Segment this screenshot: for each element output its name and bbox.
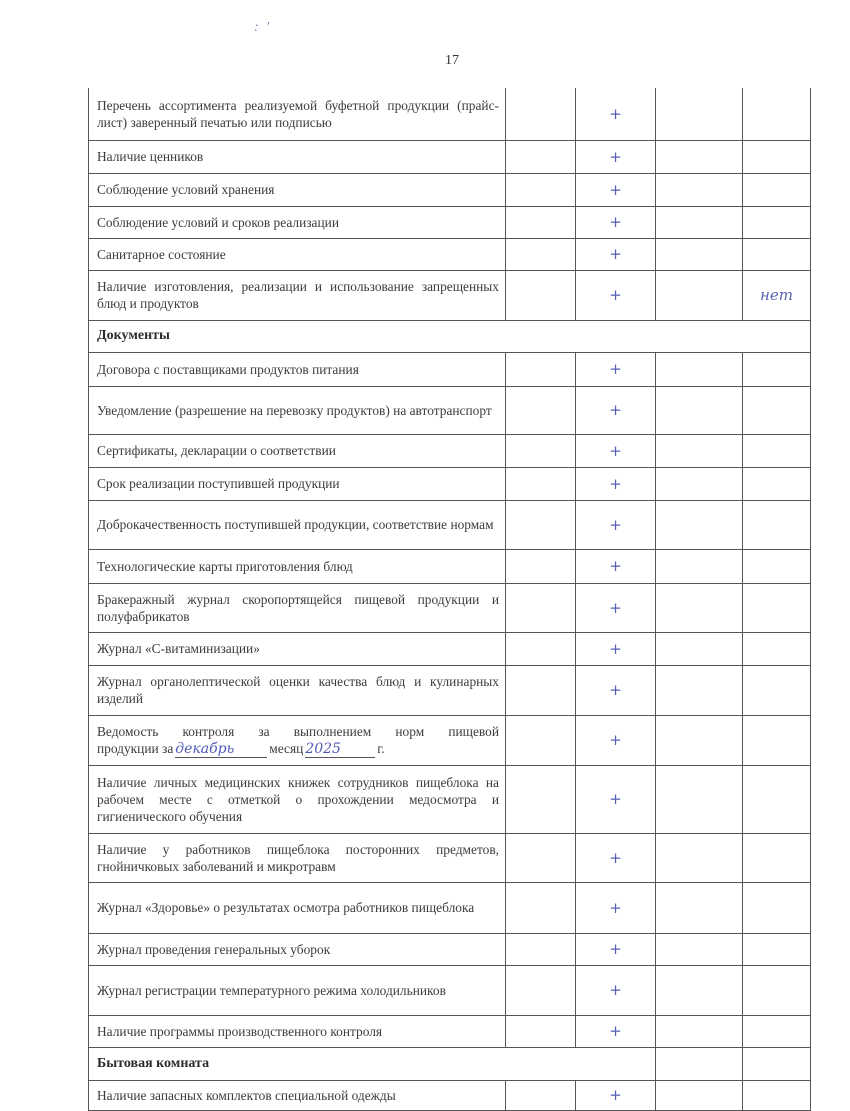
empty-cell <box>506 549 576 583</box>
empty-cell <box>656 386 743 434</box>
check-mark: + <box>576 833 656 882</box>
empty-cell <box>506 500 576 549</box>
note-cell <box>743 765 811 833</box>
empty-cell <box>656 833 743 882</box>
note-cell <box>743 965 811 1015</box>
note-cell <box>743 140 811 173</box>
criterion-text: Наличие личных медицинских книжек сотрудников пищеблока на рабочем месте с отметкой о прохождении медосмотра и гигиенического обучения <box>89 765 506 833</box>
empty-cell <box>506 1015 576 1047</box>
check-mark: + <box>576 583 656 632</box>
empty-cell <box>656 500 743 549</box>
criterion-text: Уведомление (разрешение на перевозку продуктов) на автотранспорт <box>89 386 506 434</box>
note-cell <box>743 715 811 765</box>
empty-cell <box>656 467 743 500</box>
note-cell <box>743 1080 811 1110</box>
check-mark: + <box>576 238 656 270</box>
section-heading: Документы <box>89 320 811 352</box>
scan-mark: : ' <box>254 20 272 35</box>
criterion-text: Бракеражный журнал скоропортящейся пищевой продукции и полуфабрикатов <box>89 583 506 632</box>
criterion-text: Перечень ассортимента реализуемой буфетной продукции (прайс-лист) заверенный печатью или подписью <box>89 88 506 140</box>
criterion-fragment: продукции за <box>97 740 174 756</box>
check-mark: + <box>576 1080 656 1110</box>
note-cell <box>743 933 811 965</box>
empty-cell <box>506 206 576 238</box>
section-heading: Бытовая комната <box>89 1047 656 1080</box>
check-mark: + <box>576 352 656 386</box>
check-mark: + <box>576 765 656 833</box>
note-cell: нет <box>743 270 811 320</box>
note-cell <box>743 833 811 882</box>
note-cell <box>743 173 811 206</box>
note-cell <box>743 386 811 434</box>
criterion-text: Соблюдение условий и сроков реализации <box>89 206 506 238</box>
empty-cell <box>506 665 576 715</box>
empty-cell <box>656 882 743 933</box>
note-cell <box>743 583 811 632</box>
checklist-row <box>89 833 811 882</box>
empty-cell <box>506 632 576 665</box>
note-cell <box>743 500 811 549</box>
criterion-text: Договора с поставщиками продуктов питания <box>89 352 506 386</box>
handwritten-month: декабрь <box>175 742 267 758</box>
empty-cell <box>506 765 576 833</box>
section-row <box>89 320 811 352</box>
empty-cell <box>506 88 576 140</box>
checklist-table <box>88 88 811 1111</box>
empty-cell <box>656 665 743 715</box>
empty-cell <box>656 238 743 270</box>
criterion-fragment: месяц <box>269 740 304 756</box>
criterion-text: Наличие ценников <box>89 140 506 173</box>
checklist-row <box>89 715 811 765</box>
empty-cell <box>506 352 576 386</box>
empty-cell <box>506 173 576 206</box>
checklist-row <box>89 500 811 549</box>
criterion-text: Журнал «С-витаминизации» <box>89 632 506 665</box>
checklist-row <box>89 238 811 270</box>
checklist-row <box>89 140 811 173</box>
page-number: 17 <box>445 53 459 68</box>
checklist-row <box>89 583 811 632</box>
check-mark: + <box>576 434 656 467</box>
criterion-text: Технологические карты приготовления блюд <box>89 549 506 583</box>
empty-cell <box>656 965 743 1015</box>
checklist-row <box>89 206 811 238</box>
check-mark: + <box>576 173 656 206</box>
empty-cell <box>656 1047 743 1080</box>
checklist-row <box>89 173 811 206</box>
empty-cell <box>656 1080 743 1110</box>
criterion-text: Журнал «Здоровье» о результатах осмотра работников пищеблока <box>89 882 506 933</box>
note-cell <box>743 1015 811 1047</box>
empty-cell <box>656 549 743 583</box>
empty-cell <box>506 882 576 933</box>
note-cell <box>743 206 811 238</box>
empty-cell <box>656 270 743 320</box>
checklist-row <box>89 882 811 933</box>
checklist-row <box>89 1015 811 1047</box>
checklist-row <box>89 88 811 140</box>
section-row <box>89 1047 811 1080</box>
check-mark: + <box>576 665 656 715</box>
check-mark: + <box>576 632 656 665</box>
empty-cell <box>656 632 743 665</box>
empty-cell <box>656 434 743 467</box>
check-mark: + <box>576 933 656 965</box>
empty-cell <box>506 933 576 965</box>
criterion-text: Журнал проведения генеральных уборок <box>89 933 506 965</box>
check-mark: + <box>576 206 656 238</box>
handwritten-year: 2025 <box>305 742 375 758</box>
empty-cell <box>506 270 576 320</box>
note-cell <box>743 88 811 140</box>
empty-cell <box>656 1015 743 1047</box>
note-cell <box>743 665 811 715</box>
empty-cell <box>506 434 576 467</box>
criterion-text: Наличие у работников пищеблока посторонних предметов, гнойничковых заболеваний и микротравм <box>89 833 506 882</box>
note-cell <box>743 882 811 933</box>
empty-cell <box>656 206 743 238</box>
empty-cell <box>656 765 743 833</box>
empty-cell <box>506 140 576 173</box>
empty-cell <box>506 467 576 500</box>
empty-cell <box>656 583 743 632</box>
criterion-text: Соблюдение условий хранения <box>89 173 506 206</box>
note-cell <box>743 467 811 500</box>
criterion-text: Доброкачественность поступившей продукции, соответствие нормам <box>89 500 506 549</box>
empty-cell <box>743 1047 811 1080</box>
empty-cell <box>506 386 576 434</box>
criterion-fragment: г. <box>377 740 385 756</box>
criterion-text: Наличие изготовления, реализации и использование запрещенных блюд и продуктов <box>89 270 506 320</box>
note-cell <box>743 632 811 665</box>
checklist-row <box>89 386 811 434</box>
check-mark: + <box>576 467 656 500</box>
note-cell <box>743 238 811 270</box>
empty-cell <box>506 1080 576 1110</box>
criterion-text: Санитарное состояние <box>89 238 506 270</box>
check-mark: + <box>576 549 656 583</box>
empty-cell <box>506 833 576 882</box>
checklist-row <box>89 270 811 320</box>
checklist-row <box>89 1080 811 1110</box>
check-mark: + <box>576 715 656 765</box>
check-mark: + <box>576 882 656 933</box>
check-mark: + <box>576 500 656 549</box>
empty-cell <box>656 352 743 386</box>
criterion-text: Журнал регистрации температурного режима холодильников <box>89 965 506 1015</box>
empty-cell <box>656 88 743 140</box>
check-mark: + <box>576 140 656 173</box>
criterion-text: Журнал органолептической оценки качества блюд и кулинарных изделий <box>89 665 506 715</box>
criterion-text: Наличие программы производственного контроля <box>89 1015 506 1047</box>
note-cell <box>743 352 811 386</box>
check-mark: + <box>576 386 656 434</box>
check-mark: + <box>576 965 656 1015</box>
checklist-row <box>89 467 811 500</box>
empty-cell <box>506 965 576 1015</box>
check-mark: + <box>576 88 656 140</box>
checklist-row <box>89 933 811 965</box>
checklist-row <box>89 549 811 583</box>
empty-cell <box>506 715 576 765</box>
empty-cell <box>506 238 576 270</box>
empty-cell <box>656 933 743 965</box>
check-mark: + <box>576 270 656 320</box>
criterion-line: Ведомость контроля за выполнением норм пищевой <box>97 723 499 739</box>
empty-cell <box>656 715 743 765</box>
criterion-text: Сертификаты, декларации о соответствии <box>89 434 506 467</box>
criterion-text <box>89 715 506 765</box>
checklist-row <box>89 434 811 467</box>
criterion-line <box>97 740 499 758</box>
note-cell <box>743 549 811 583</box>
criterion-text: Срок реализации поступившей продукции <box>89 467 506 500</box>
note-cell <box>743 434 811 467</box>
criterion-text: Наличие запасных комплектов специальной одежды <box>89 1080 506 1110</box>
checklist-row <box>89 765 811 833</box>
check-mark: + <box>576 1015 656 1047</box>
empty-cell <box>506 583 576 632</box>
checklist-row <box>89 665 811 715</box>
empty-cell <box>656 173 743 206</box>
empty-cell <box>656 140 743 173</box>
checklist-row <box>89 352 811 386</box>
checklist-row <box>89 632 811 665</box>
checklist-row <box>89 965 811 1015</box>
